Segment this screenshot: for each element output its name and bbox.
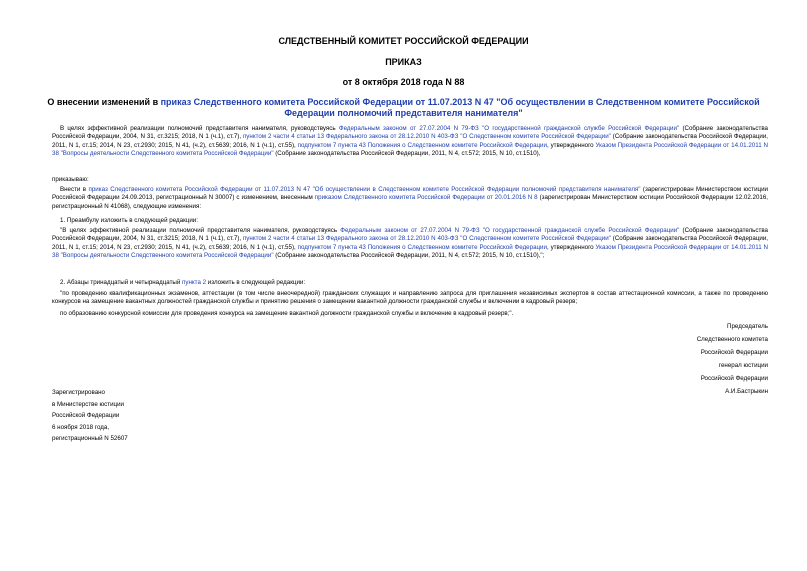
new-preamble-paragraph (52, 227, 768, 261)
p2-text-2: (зарегистрирован Министерством юстиции Российской Федерации 24.09.2013, регистрационный N 30007) с изменением, внесенным (52, 186, 768, 202)
document-title (40, 97, 767, 119)
signature-line-6: А.И.Бастрыкин (725, 388, 768, 395)
registration-line-3: Российской Федерации (52, 412, 120, 420)
amendment-paragraph (52, 186, 768, 211)
signature-line-4: генерал юстиции (718, 362, 768, 369)
p3-text-2: (Собрание законодательства Российской Федерации, 2004, N 31, ст.3215; 2018, N 1 (ч.1), ст.7), (52, 227, 768, 243)
item2-text-1: 2. Абзацы тринадцатый и четырнадцатый (60, 279, 183, 286)
org-heading: СЛЕДСТВЕННЫЙ КОМИТЕТ РОССИЙСКОЙ ФЕДЕРАЦИИ (278, 36, 529, 46)
item2-text-2: изложить в следующей редакции: (206, 279, 306, 286)
doc-date-number: от 8 октября 2018 года N 88 (342, 77, 465, 87)
link-order-47[interactable]: приказ Следственного комитета Российской Федерации от 11.07.2013 N 47 "Об осуществлении в Следственном комитете Российской Федерации полномочий представителя нанимателя" (88, 186, 641, 193)
link-federal-law-79[interactable]: Федеральным законом от 27.07.2004 N 79-ФЗ "О государственной гражданской службе Российской Федерации" (338, 125, 680, 132)
link-order-8[interactable]: приказом Следственного комитета Российской Федерации от 20.01.2016 N 8 (314, 194, 538, 202)
p3-text-5: (Собрание законодательства Российской Федерации, 2011, N 4, ст.572; 2015, N 10, ст.1510),"; (273, 252, 545, 260)
registration-line-5: регистрационный N 52607 (52, 435, 128, 443)
signature-block (600, 320, 768, 398)
registration-line-2: в Министерстве юстиции (52, 400, 125, 408)
p3-text-1: "В целях эффективной реализации полномочий представителя нанимателя, руководствуясь (60, 227, 341, 234)
link-decree-38[interactable]: Указом Президента Российской Федерации от 14.01.2011 N 38 "Вопросы деятельности Следственного комитета Российской Федерации" (52, 141, 768, 158)
doc-type-heading: ПРИКАЗ (385, 57, 422, 67)
p3-text-4: , утвержденного (546, 243, 596, 251)
p3-text-3: (Собрание законодательства Российской Федерации, 2011, N 1, ст.15; 2014, N 23, ст.2930; 2015, N 41, (ч.2), ст.5639; 2016, N 1 (ч.1), ст.55), (52, 235, 768, 251)
signature-line-1: Председатель (727, 323, 768, 330)
order-word: приказываю: (52, 176, 89, 183)
link-law-403[interactable]: пунктом 2 части 4 статьи 13 Федерального закона от 28.12.2010 N 403-ФЗ "О Следственном комитете Российской Федерации" (242, 133, 611, 141)
item-1: 1. Преамбулу изложить в следующей редакции: (60, 217, 198, 224)
title-link[interactable]: приказ Следственного комитета Российской Федерации от 11.07.2013 N 47 "Об осуществлении в Следственном комитете Российской Федерации полномочий представителя нанимателя" (160, 97, 760, 118)
p1-text-5: (Собрание законодательства Российской Федерации, 2011, N 4, ст.572; 2015, N 10, ст.1510), (273, 150, 541, 158)
signature-line-2: Следственного комитета (696, 336, 768, 343)
link-regulation-43-2[interactable]: подпунктом 7 пункта 43 Положения о Следственном комитете Российской Федерации (297, 243, 547, 251)
link-regulation-43[interactable]: подпунктом 7 пункта 43 Положения о Следственном комитете Российской Федерации (297, 141, 547, 149)
registration-block (52, 387, 252, 445)
quoted-paragraph-2: по образованию конкурсной комиссии для проведения конкурса на замещение вакантной должности гражданской службы и включение в кадровый резерв;". (60, 310, 514, 317)
item-2 (52, 279, 768, 287)
signature-line-5: Российской Федерации (700, 375, 768, 382)
p1-text-1: В целях эффективной реализации полномочий представителя нанимателя, руководствуясь (60, 125, 339, 132)
link-decree-38-2[interactable]: Указом Президента Российской Федерации от 14.01.2011 N 38 "Вопросы деятельности Следственного комитета Российской Федерации" (52, 243, 768, 260)
registration-line-1: Зарегистрировано (52, 389, 105, 396)
p2-text-1: Внести в (60, 186, 89, 193)
p1-text-2: (Собрание законодательства Российской Федерации, 2004, N 31, ст.3215; 2018, N 1 (ч.1), ст.7), (52, 125, 768, 141)
quoted-paragraph-1: "по проведению квалификационных экзаменов, аттестации (в том числе внеочередной) гражданских служащих и направлению запроса для приглашения независимых экспертов в состав аттестационной комиссии, а также по проведению конкурсов на замещение вакантных должностей гражданской службы и принятию решения о замещении вакантной должности гражданской службы и включении в кадровый резерв; (52, 290, 768, 306)
link-federal-law-79-2[interactable]: Федеральным законом от 27.07.2004 N 79-ФЗ "О государственной гражданской службе Российской Федерации" (340, 227, 680, 234)
p2-text-3: (зарегистрирован Министерством юстиции Российской Федерации 12.02.2016, регистрационный N 41068), следующие изменения: (52, 194, 768, 210)
link-point-2[interactable]: пункта 2 (182, 279, 207, 286)
registration-line-4: 6 ноября 2018 года, (52, 423, 110, 431)
p1-text-3: (Собрание законодательства Российской Федерации, 2011, N 1, ст.15; 2014, N 23, ст.2930; 2015, N 41, (ч.2), ст.5639; 2016, N 1 (ч.1), ст.55), (52, 133, 768, 149)
signature-line-3: Российской Федерации (700, 349, 768, 356)
link-law-403-2[interactable]: пунктом 2 части 4 статьи 13 Федерального закона от 28.12.2010 N 403-ФЗ "О Следственном комитете Российской Федерации" (242, 235, 611, 243)
preamble-paragraph (52, 125, 768, 159)
title-text: О внесении изменений в (47, 97, 161, 107)
p1-text-4: , утвержденного (546, 141, 596, 149)
